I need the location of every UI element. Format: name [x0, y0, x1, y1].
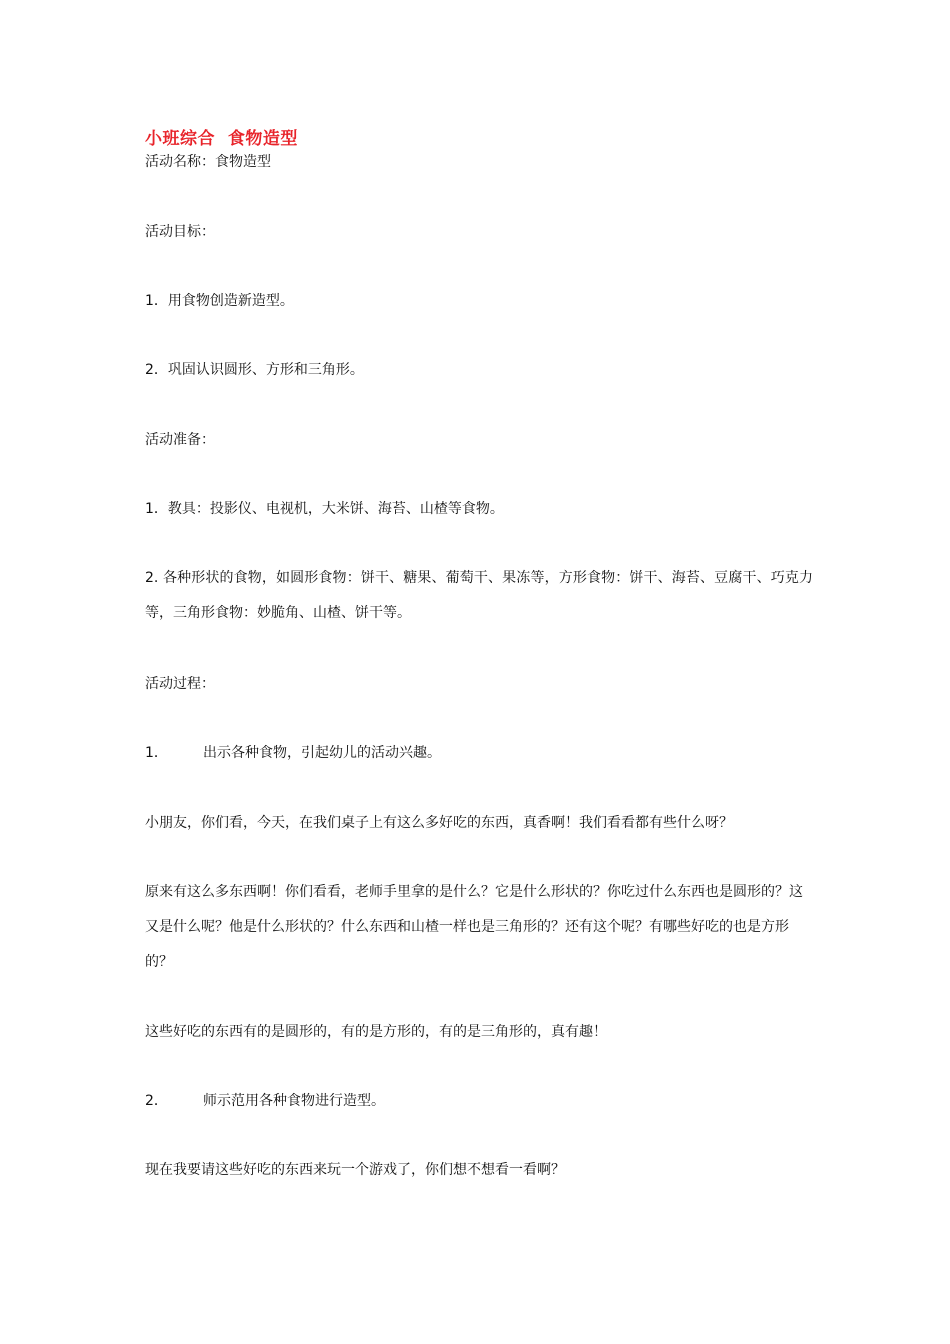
prep-item-2: [145, 561, 813, 631]
process-step-2-number: 2．: [145, 1093, 168, 1109]
prep-item-2-text: 各种形状的食物，如圆形食物：饼干、糖果、葡萄干、果冻等，方形食物：饼干、海苔、豆腐干、巧克力等，三角形食物：妙脆角、山楂、饼干等。: [145, 570, 813, 621]
prep-item-1: [145, 500, 504, 518]
process-heading: 活动过程：: [145, 676, 215, 692]
process-paragraph-1: 小朋友，你们看，今天，在我们桌子上有这么多好吃的东西，真香啊！我们看看都有些什么呀？: [145, 815, 733, 831]
goal-item-1-text: 用食物创造新造型。: [167, 293, 294, 309]
goal-item-2-number: 2．: [145, 362, 168, 378]
process-step-2-text: 师示范用各种食物进行造型。: [203, 1093, 385, 1109]
process-step-1-number: 1．: [145, 745, 168, 761]
prep-item-2-number: 2.: [145, 570, 159, 586]
activity-name: 活动名称：食物造型: [145, 154, 271, 170]
process-paragraph-4: 现在我要请这些好吃的东西来玩一个游戏了，你们想不想看一看啊？: [145, 1162, 565, 1178]
goal-item-1: [145, 292, 294, 310]
process-step-1: [145, 744, 441, 762]
process-step-2: [145, 1092, 385, 1110]
prep-heading: 活动准备：: [145, 432, 215, 448]
process-paragraph-3: 这些好吃的东西有的是圆形的，有的是方形的，有的是三角形的，真有趣！: [145, 1024, 607, 1040]
goal-item-2-text: 巩固认识圆形、方形和三角形。: [167, 362, 364, 378]
prep-item-1-text: 教具：投影仪、电视机，大米饼、海苔、山楂等食物。: [167, 501, 504, 517]
process-paragraph-2: 原来有这么多东西啊！你们看看，老师手里拿的是什么？它是什么形状的？你吃过什么东西也是圆形的？这又是什么呢？他是什么形状的？什么东西和山楂一样也是三角形的？还有这个呢？有哪些好吃的也是方形的？: [145, 884, 803, 970]
document-title: 小班综合 食物造型: [145, 129, 298, 149]
goal-item-1-number: 1．: [145, 293, 168, 309]
goals-heading: 活动目标：: [145, 224, 215, 240]
prep-item-1-number: 1．: [145, 501, 168, 517]
goal-item-2: [145, 361, 364, 379]
process-step-1-text: 出示各种食物，引起幼儿的活动兴趣。: [203, 745, 441, 761]
